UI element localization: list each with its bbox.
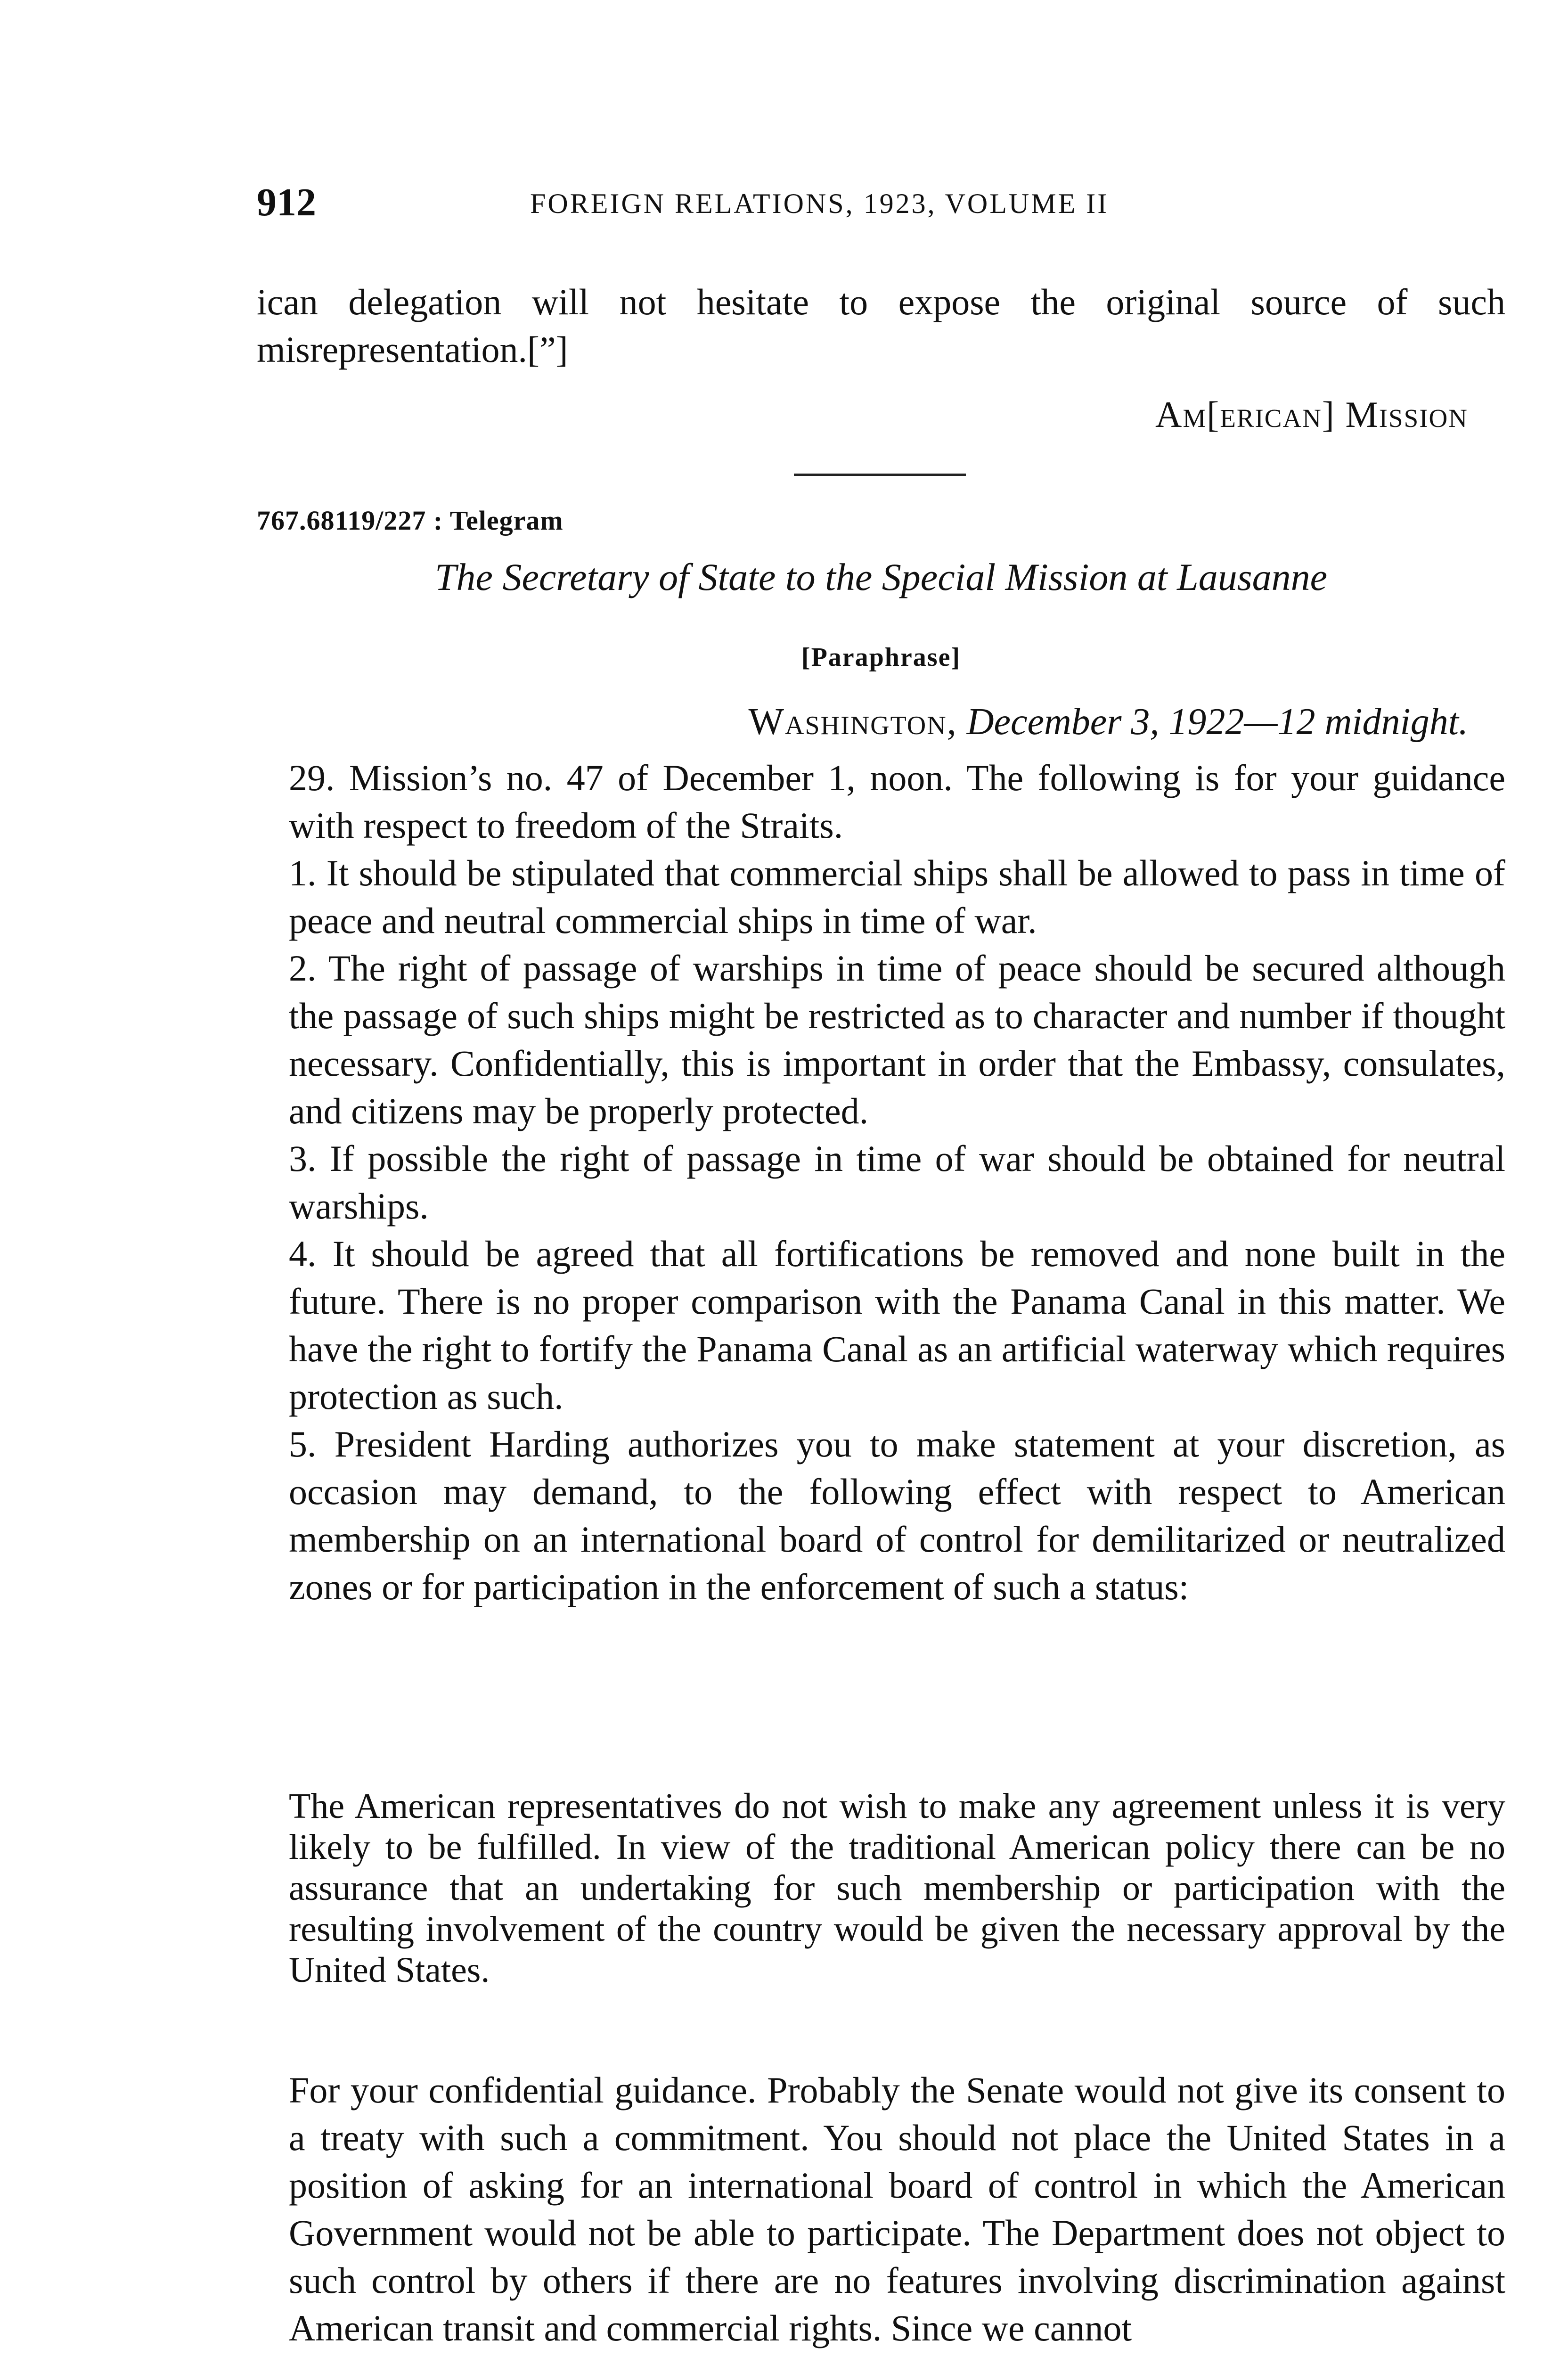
paragraph (257, 944, 1505, 1135)
paragraph-text: 3. If possible the right of passage in time of war should be obtained for neutral warships. (289, 1138, 1505, 1227)
closing-paragraph (257, 2066, 1505, 2352)
continuation-text: ican delegation will not hesitate to expose the original source of such misrepresentation.[”] (257, 281, 1505, 370)
paraphrase-note: [Paraphrase] (801, 643, 961, 672)
signature: Am[erican] Mission (1155, 394, 1468, 435)
paragraph-text: 29. Mission’s no. 47 of December 1, noon. The following is for your guidance with respect to freedom of the Straits. (289, 757, 1505, 846)
paragraph (257, 1230, 1505, 1420)
paragraph-text: 5. President Harding authorizes you to make statement at your discretion, as occasion may demand, to the following effect with respect to American membership on an international board of control for demilitarized or neutralized zones or for participation in the enforcement of such a status: (289, 1423, 1505, 1607)
telegram-body (257, 754, 1505, 1611)
running-title: FOREIGN RELATIONS, 1923, VOLUME II (530, 188, 1109, 219)
paragraph-text: 1. It should be stipulated that commercial ships shall be allowed to pass in time of peace and neutral commercial ships in time of war. (289, 852, 1505, 941)
section-divider (794, 474, 966, 476)
quote-text: The American representatives do not wish to make any agreement unless it is very likely to be fulfilled. In view of the traditional American policy there can be no assurance that an undertaking for such membership or participation with the resulting involvement of the country would be given the necessary approval by the United States. (289, 1786, 1505, 1990)
paragraph (257, 754, 1505, 849)
running-head (257, 177, 1505, 229)
paragraph (257, 1420, 1505, 1611)
block-quote (257, 1786, 1505, 1991)
paragraph-text: 2. The right of passage of warships in time of peace should be secured although the passage of such ships might be restricted as to character and number if thought necessary. Confidentially, this is important in order that the Embassy, consulates, and citizens may be properly protected. (289, 948, 1505, 1131)
paragraph-text: 4. It should be agreed that all fortifications be removed and none built in the future. There is no proper comparison with the Panama Canal in this matter. We have the right to fortify the Panama Canal as an artificial waterway which requires protection as such. (289, 1233, 1505, 1417)
paragraph (257, 1135, 1505, 1230)
dateline-date: December 3, 1922—12 midnight. (966, 701, 1468, 743)
closing-text: For your confidential guidance. Probably the Senate would not give its consent to a treaty with such a commitment. You should not place the United States in a position of asking for an international board of control in which the American Government would not be able to participate. The Department does not object to such control by others if there are no features involving discrimination against American transit and commercial rights. Since we cannot (289, 2070, 1505, 2348)
file-reference: 767.68119/227 : Telegram (257, 505, 564, 536)
dateline-place: Washington, (748, 701, 957, 743)
page-number: 912 (257, 180, 316, 224)
document-title: The Secretary of State to the Special Mission at Lausanne (434, 556, 1328, 598)
paragraph (257, 849, 1505, 944)
closing-block (257, 2066, 1505, 2352)
dateline (749, 697, 1468, 746)
continuation-block (257, 278, 1505, 373)
